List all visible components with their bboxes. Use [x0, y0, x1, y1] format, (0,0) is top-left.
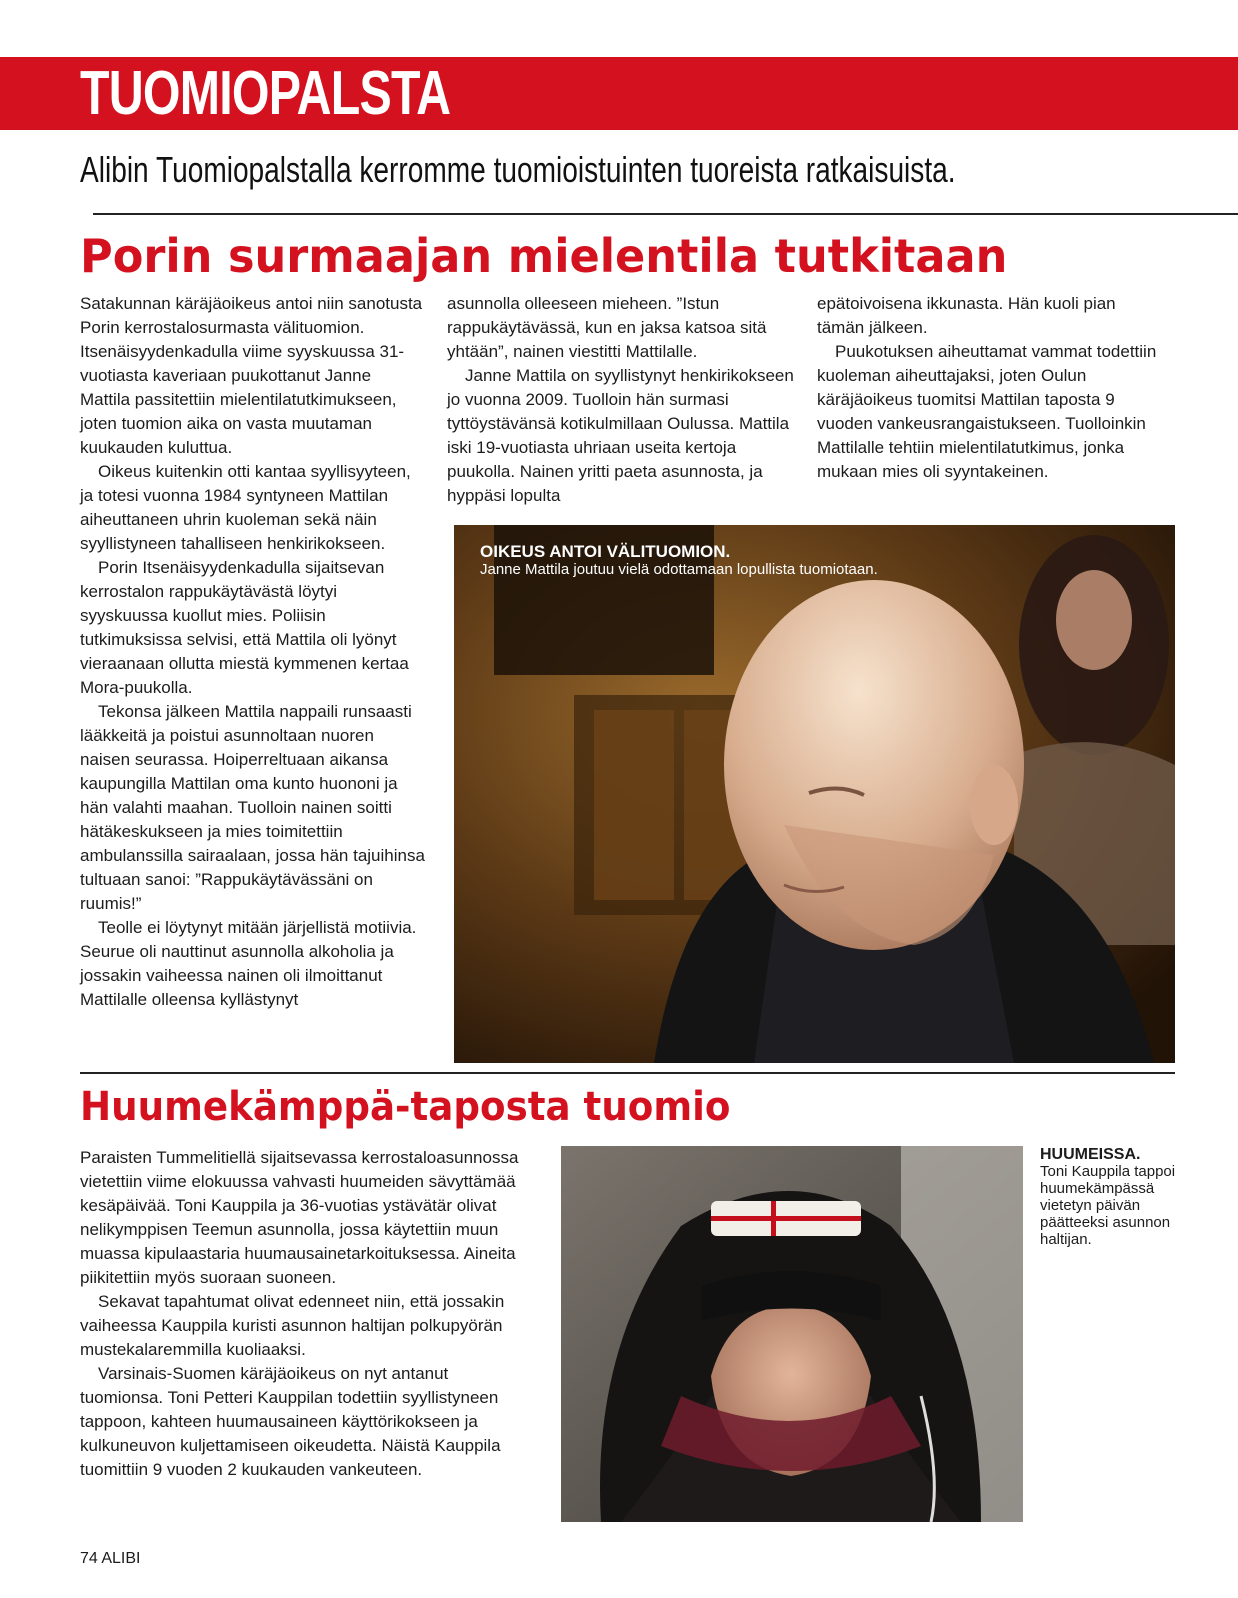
- caption-lead: OIKEUS ANTOI VÄLITUOMION.: [480, 542, 731, 561]
- caption-text: Janne Mattila joutuu vielä odottamaan lopullista tuomiotaan.: [480, 561, 878, 578]
- section-banner: [0, 57, 1238, 130]
- paragraph: Teolle ei löytynyt mitään järjellistä motiivia. Seurue oli nauttinut asunnolla alkoholia ja jossakin vaiheessa nainen oli ilmoittanut Mattilalle olleensa kyllästynyt: [80, 918, 417, 1009]
- article2-headline: Huumekämppä-taposta tuomio: [80, 1084, 731, 1130]
- article1-headline: Porin surmaajan mielentila tutkitaan: [80, 229, 1008, 283]
- paragraph: Tekonsa jälkeen Mattila nappaili runsaasti lääkkeitä ja poistui asunnoltaan nuoren naisen seurassa. Hoiperreltuaan aikansa kaupungilla Mattilan oma kunto huononi ja hän valahti maahan. Tuolloin nainen soitti hätäkeskukseen ja mies toimitettiin ambulanssilla sairaalaan, jossa hän tajuihinsa tultuaan sanoi: ”Rappukäytävässäni on ruumis!”: [80, 702, 425, 913]
- article2-photo: [561, 1146, 1023, 1522]
- page-footer: 74 ALIBI: [80, 1550, 141, 1567]
- paragraph: Oikeus kuitenkin otti kantaa syyllisyyteen, ja totesi vuonna 1984 syntyneen Mattilan aiheuttaneen uhrin kuoleman sekä näin syyllistyneen tahalliseen henkirikokseen.: [80, 462, 411, 553]
- article1-photo: [454, 525, 1175, 1063]
- paragraph: Varsinais-Suomen käräjäoikeus on nyt antanut tuomionsa. Toni Petteri Kauppilan todettiin syyllistyneen tappoon, kahteen huumausaineen käyttörikokseen ja kulkuneuvon kuljettamiseen oikeudetta. Näistä Kauppila tuomittiin 9 vuoden 2 kuukauden vankeuteen.: [80, 1364, 501, 1479]
- article1-column-1: [80, 292, 425, 1012]
- courtroom-photo-illustration: [454, 525, 1175, 1063]
- article1-column-3: [817, 292, 1162, 484]
- paragraph: epätoivoisena ikkunasta. Hän kuoli pian tämän jälkeen.: [817, 294, 1116, 337]
- paragraph: Janne Mattila on syyllistynyt henkirikokseen jo vuonna 2009. Tuolloin hän surmasi tyttöystävänsä kotikulmillaan Oulussa. Mattila iski 19-vuotiasta uhriaan useita kertoja puukolla. Nainen yritti paeta asunnosta, ja hyppäsi lopulta: [447, 366, 794, 505]
- hooded-man-photo-illustration: [561, 1146, 1023, 1522]
- article2-body: [80, 1146, 530, 1482]
- paragraph: Sekavat tapahtumat olivat edenneet niin, että jossakin vaiheessa Kauppila kuristi asunnon haltijan polkupyörän mustekalaremmilla kuoliaaksi.: [80, 1292, 505, 1359]
- section-intro: Alibin Tuomiopalstalla kerromme tuomioistuinten tuoreista ratkaisuista.: [80, 149, 956, 190]
- top-divider: [93, 213, 1238, 215]
- paragraph: asunnolla olleeseen mieheen. ”Istun rappukäytävässä, kun en jaksa katsoa sitä yhtään”, nainen viestitti Mattilalle.: [447, 294, 767, 361]
- section-title: TUOMIOPALSTA: [80, 59, 451, 128]
- article1-photo-caption: [480, 543, 878, 578]
- paragraph: Puukotuksen aiheuttamat vammat todettiin kuoleman aiheuttajaksi, joten Oulun käräjäoikeus tuomitsi Mattilan taposta 9 vuoden vankeusrangaistukseen. Tuolloinkin Mattilalle tehtiin mielentilatutkimus, jonka mukaan mies oli syyntakeinen.: [817, 342, 1157, 481]
- paragraph: Porin Itsenäisyydenkadulla sijaitsevan kerrostalon rappukäytävästä löytyi syyskuussa kuollut mies. Poliisin tutkimuksissa selvisi, että Mattila oli lyönyt vieraanaan ollutta miestä kymmenen kertaa Mora-puukolla.: [80, 558, 409, 697]
- paragraph: Paraisten Tummelitiellä sijaitsevassa kerrostaloasunnossa vietettiin viime elokuussa vahvasti huumeiden sävyttämää kesäpäivää. Toni Kauppila ja 36-vuotias ystävätär olivat nelikymppisen Teemun asunnolla, jossa käytettiin muun muassa kipulaastaria huumausainetarkoituksessa. Aineita piikitettiin myös suoraan suoneen.: [80, 1148, 519, 1287]
- paragraph: Satakunnan käräjäoikeus antoi niin sanotusta Porin kerrostalosurmasta välituomion. Itsenäisyydenkadulla viime syyskuussa 31-vuotiasta kaveriaan puukottanut Janne Mattila passitettiin mielentilatutkimukseen, joten tuomion aika on vasta muutaman kuukauden kuluttua.: [80, 294, 423, 457]
- article1-column-2: [447, 292, 795, 508]
- caption-lead: HUUMEISSA.: [1040, 1146, 1141, 1163]
- article2-photo-caption: [1040, 1146, 1200, 1248]
- mid-divider: [80, 1072, 1175, 1074]
- caption-text: Toni Kauppila tappoi huumekämpässä vietetyn päivän päätteeksi asunnon haltijan.: [1040, 1163, 1176, 1248]
